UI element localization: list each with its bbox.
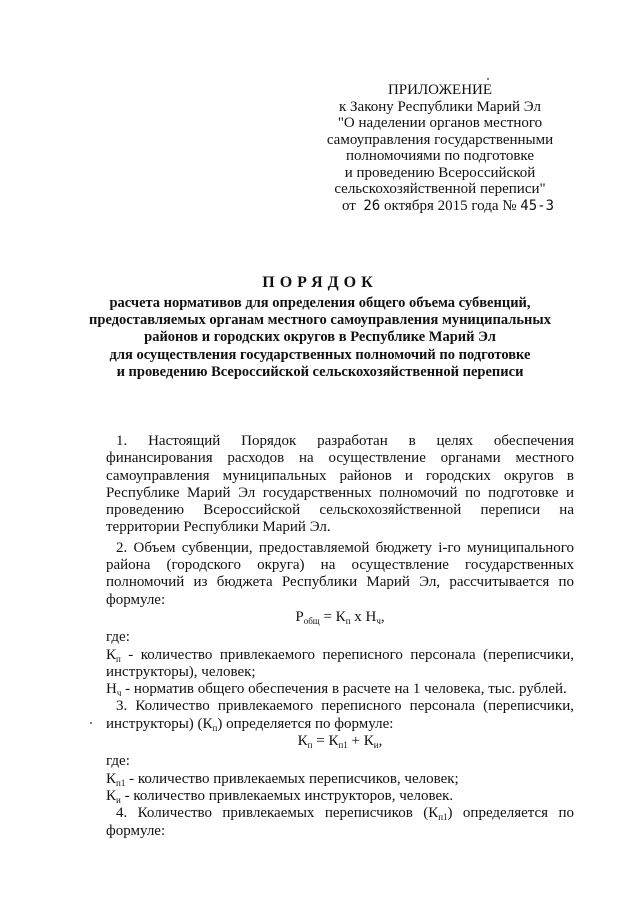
definition-text: - количество привлекаемых переписчиков, человек; xyxy=(125,770,459,787)
paragraph-text: 3. Количество привлекаемого переписного персонала (переписчики, инструкторы) ( xyxy=(106,698,574,732)
formula-symbol: К xyxy=(363,733,374,750)
definition-symbol: К xyxy=(106,787,117,804)
date-prefix: от xyxy=(342,197,356,214)
definition-nch xyxy=(106,681,574,698)
paragraph-symbol: К xyxy=(428,805,439,822)
paragraph-3 xyxy=(106,698,574,733)
formula-symbol: К xyxy=(297,733,308,750)
definition-symbol: К xyxy=(106,770,117,787)
formula-total-subvention xyxy=(106,609,574,626)
definition-text: - количество привлекаемых инструкторов, человек. xyxy=(120,787,454,804)
definition-subscript: п xyxy=(116,653,121,664)
definition-symbol: Н xyxy=(106,681,117,698)
appendix-header xyxy=(300,82,580,214)
document-body xyxy=(106,433,574,840)
formula-operator: = xyxy=(312,733,329,750)
paragraph-subscript: п xyxy=(212,722,218,733)
subtitle-line: для осуществления государственных полномочий по подготовке xyxy=(109,346,531,363)
paragraph-text: ) определяется по формуле: xyxy=(106,805,574,839)
appendix-line: "О наделении органов местного xyxy=(337,115,543,131)
paragraph-1: 1. Настоящий Порядок разработан в целях обеспечения финансирования расходов на осуществление органами местного самоуправления муниципальных районов и городских округов в Республике Марий Эл государственных полномочий по подготовке и проведению Всероссийской сельскохозяйственной переписи на территории Республики Марий Эл. xyxy=(106,433,574,536)
paragraph-4 xyxy=(106,805,574,840)
scan-speck xyxy=(90,722,92,724)
formula-symbol: К xyxy=(328,733,339,750)
date-day: 26 xyxy=(363,197,381,214)
paragraph-symbol: К xyxy=(202,715,213,732)
appendix-title: ПРИЛОЖЕНИЕ xyxy=(387,82,493,98)
subtitle-line: и проведению Всероссийской сельскохозяйственной переписи xyxy=(116,363,524,380)
formula-operator: х xyxy=(350,608,366,625)
appendix-line: самоуправления государственными xyxy=(326,131,554,148)
subtitle-line: районов и городских округов в Республике Марий Эл xyxy=(144,329,496,346)
formula-symbol: Н xyxy=(365,608,377,625)
formula-end: , xyxy=(378,733,383,750)
document-subtitle xyxy=(70,295,570,381)
definition-subscript: п1 xyxy=(116,777,126,788)
appendix-line: полномочиями по подготовке xyxy=(346,148,534,164)
formula-subscript: п xyxy=(307,740,313,751)
formula-subscript: и xyxy=(373,740,379,751)
date-month-year: октября 2015 года № xyxy=(383,197,517,214)
paragraph-subscript: п1 xyxy=(438,812,448,823)
formula-operator: = xyxy=(319,608,336,625)
paragraph-text: ) определяется по формуле: xyxy=(217,715,394,732)
formula-subscript: ч xyxy=(376,615,381,626)
definition-text: - норматив общего обеспечения в расчете на 1 человека, тыс. рублей. xyxy=(121,681,567,698)
formula-subscript: п1 xyxy=(338,740,348,751)
formula-symbol: К xyxy=(335,608,346,625)
definition-subscript: и xyxy=(116,794,121,805)
subtitle-line: предоставляемых органам местного самоуправления муниципальных xyxy=(89,312,551,329)
definition-symbol: К xyxy=(106,646,117,663)
formula-subscript: п xyxy=(345,615,351,626)
where-label: где: xyxy=(106,629,130,646)
where-label: где: xyxy=(106,753,130,770)
definition-ki xyxy=(106,788,574,805)
definition-kp1 xyxy=(106,771,574,788)
formula-symbol: Р xyxy=(295,608,304,625)
appendix-line: и проведению Всероссийской xyxy=(344,164,536,181)
paragraph-text: 4. Количество привлекаемых переписчиков ( xyxy=(116,805,429,822)
scan-speck xyxy=(487,78,489,80)
formula-operator: + xyxy=(347,733,364,750)
paragraph-2: 2. Объем субвенции, предоставляемой бюджету i-го муниципального района (городского округа) на осуществление государственных полномочий из бюджета Республики Марий Эл, рассчитывается по формуле: xyxy=(106,539,574,608)
subtitle-line: расчета нормативов для определения общего объема субвенций, xyxy=(109,295,531,311)
formula-end: , xyxy=(380,608,385,625)
definition-kp xyxy=(106,647,574,682)
appendix-line: к Закону Республики Марий Эл xyxy=(338,98,541,115)
appendix-date-line xyxy=(300,198,580,215)
appendix-line: сельскохозяйственной переписи" xyxy=(334,181,546,197)
formula-subscript: общ xyxy=(303,615,320,626)
law-number: 45-З xyxy=(520,197,555,214)
formula-personnel xyxy=(106,733,574,750)
definition-text: - количество привлекаемого переписного персонала (переписчики, инструкторы), человек; xyxy=(106,646,574,680)
document-title: ПОРЯДОК xyxy=(262,274,378,291)
definition-subscript: ч xyxy=(116,688,122,699)
